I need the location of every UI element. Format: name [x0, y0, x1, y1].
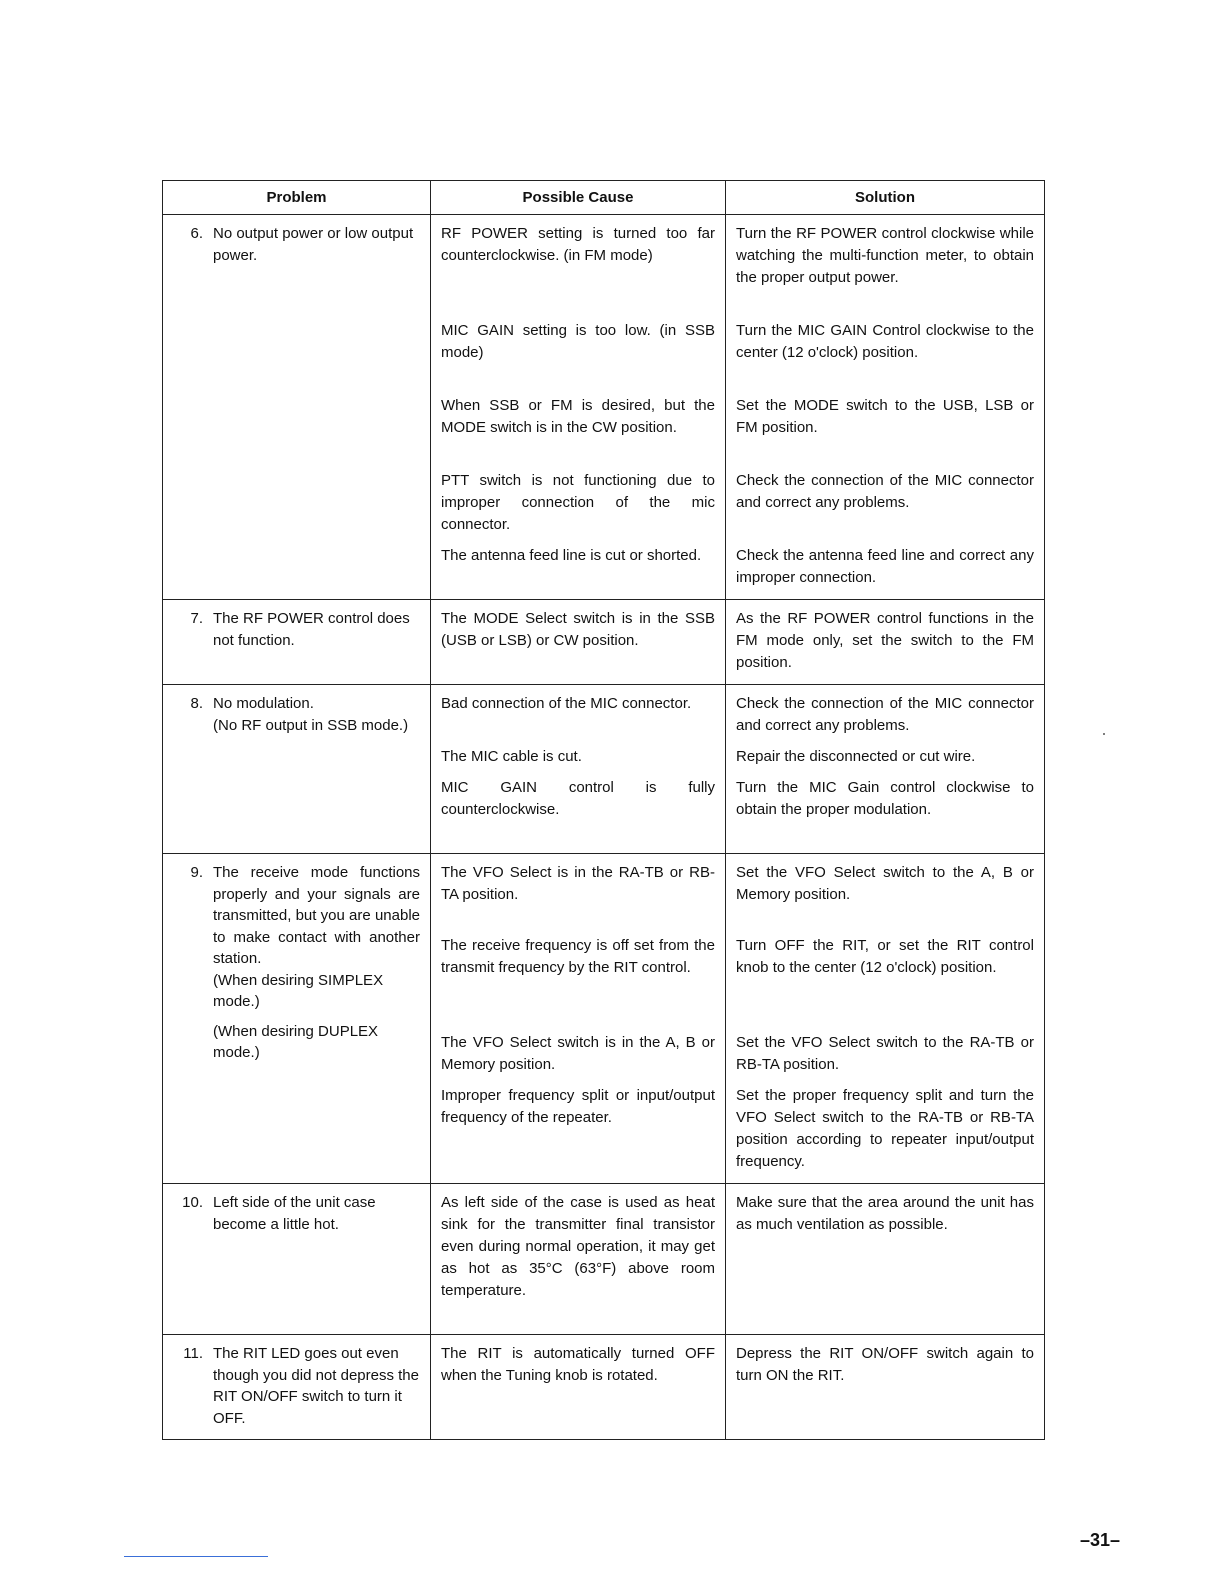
problem-number: 11. — [183, 1345, 203, 1362]
problem-number: 7. — [190, 610, 203, 627]
solution-text: Set the VFO Select switch to the A, B or Memory position. — [736, 864, 1034, 903]
problem-subtext-simplex: (When desiring SIMPLEX mode.) — [213, 971, 384, 1010]
problem-text: The RF POWER control does not function. — [213, 610, 410, 649]
problem-cell — [163, 854, 431, 1184]
header-problem: Problem — [163, 181, 431, 215]
cause-text: The RIT is automatically turned OFF when the Tuning knob is rotated. — [441, 1345, 715, 1384]
table-row — [163, 854, 1045, 1184]
cause-text: The VFO Select is in the RA-TB or RB-TA position. — [441, 864, 715, 903]
cause-text: The MODE Select switch is in the SSB (USB or LSB) or CW position. — [441, 610, 715, 649]
troubleshooting-table — [162, 180, 1045, 1440]
problem-text: No modulation. — [213, 695, 314, 712]
problem-text: The receive mode functions properly and your signals are transmitted, but you are unable to make contact with another station. — [213, 864, 420, 967]
scan-speck — [1103, 733, 1105, 735]
cause-cell — [431, 1184, 726, 1335]
cause-text: RF POWER setting is turned too far counterclockwise. (in FM mode) — [441, 225, 715, 264]
cause-text: MIC GAIN setting is too low. (in SSB mode) — [441, 322, 715, 361]
header-solution: Solution — [726, 181, 1045, 215]
solution-cell — [726, 854, 1045, 1184]
table-row — [163, 1335, 1045, 1440]
cause-text: The MIC cable is cut. — [441, 748, 582, 765]
cause-text: MIC GAIN control is fully counterclockwise. — [441, 779, 715, 818]
footer-rule — [124, 1556, 268, 1557]
solution-text: Turn the MIC Gain control clockwise to obtain the proper modulation. — [736, 779, 1034, 818]
solution-text: Make sure that the area around the unit has as much ventilation as possible. — [736, 1194, 1034, 1233]
problem-number: 8. — [190, 695, 203, 712]
cause-text: PTT switch is not functioning due to improper connection of the mic connector. — [441, 472, 715, 533]
problem-cell — [163, 685, 431, 854]
cause-cell — [431, 600, 726, 685]
table-row — [163, 215, 1045, 600]
problem-number: 10. — [182, 1194, 203, 1211]
solution-cell — [726, 215, 1045, 600]
problem-text: No output power or low output power. — [213, 225, 414, 264]
problem-cell — [163, 1184, 431, 1335]
solution-cell — [726, 1335, 1045, 1440]
solution-text: Check the antenna feed line and correct any improper connection. — [736, 547, 1034, 586]
cause-text: The receive frequency is off set from the transmit frequency by the RIT control. — [441, 937, 715, 976]
solution-text: Set the VFO Select switch to the RA-TB or RB-TA position. — [736, 1034, 1034, 1073]
problem-cell — [163, 600, 431, 685]
solution-text: Depress the RIT ON/OFF switch again to turn ON the RIT. — [736, 1345, 1034, 1384]
cause-cell — [431, 854, 726, 1184]
cause-text: The VFO Select switch is in the A, B or Memory position. — [441, 1034, 715, 1073]
cause-cell — [431, 685, 726, 854]
solution-cell — [726, 685, 1045, 854]
solution-text: Turn the RF POWER control clockwise while watching the multi-function meter, to obtain the proper output power. — [736, 225, 1034, 286]
table-row — [163, 600, 1045, 685]
cause-text: Bad connection of the MIC connector. — [441, 695, 692, 712]
problem-text: The RIT LED goes out even though you did not depress the RIT ON/OFF switch to turn it OFF. — [213, 1345, 419, 1427]
cause-cell — [431, 1335, 726, 1440]
problem-cell — [163, 1335, 431, 1440]
solution-text: Check the connection of the MIC connector and correct any problems. — [736, 472, 1034, 511]
cause-text: The antenna feed line is cut or shorted. — [441, 547, 702, 564]
problem-subtext-duplex: (When desiring DUPLEX mode.) — [213, 1022, 379, 1061]
solution-text: Repair the disconnected or cut wire. — [736, 748, 976, 765]
solution-text: Turn the MIC GAIN Control clockwise to the center (12 o'clock) position. — [736, 322, 1034, 361]
cause-text: When SSB or FM is desired, but the MODE switch is in the CW position. — [441, 397, 715, 436]
cause-cell — [431, 215, 726, 600]
table-row — [163, 685, 1045, 854]
cause-text: As left side of the case is used as heat sink for the transmitter final transistor even during normal operation, it may get as hot as 35°C (63°F) above room temperature. — [441, 1194, 715, 1299]
solution-text: Check the connection of the MIC connector and correct any problems. — [736, 695, 1034, 734]
problem-number: 9. — [190, 864, 203, 881]
problem-text: Left side of the unit case become a little hot. — [213, 1194, 376, 1233]
page-number: –31– — [1080, 1530, 1121, 1550]
header-possible-cause: Possible Cause — [431, 181, 726, 215]
table-header-row — [163, 181, 1045, 215]
problem-subtext: (No RF output in SSB mode.) — [213, 716, 409, 734]
solution-cell — [726, 1184, 1045, 1335]
cause-text: Improper frequency split or input/output frequency of the repeater. — [441, 1087, 715, 1126]
table-row — [163, 1184, 1045, 1335]
problem-cell — [163, 215, 431, 600]
problem-number: 6. — [190, 225, 203, 242]
solution-cell — [726, 600, 1045, 685]
solution-text: Set the proper frequency split and turn the VFO Select switch to the RA-TB or RB-TA position according to repeater input/output frequency. — [736, 1087, 1034, 1170]
solution-text: Set the MODE switch to the USB, LSB or FM position. — [736, 397, 1034, 436]
solution-text: As the RF POWER control functions in the FM mode only, set the switch to the FM position. — [736, 610, 1034, 671]
solution-text: Turn OFF the RIT, or set the RIT control knob to the center (12 o'clock) position. — [736, 937, 1034, 976]
